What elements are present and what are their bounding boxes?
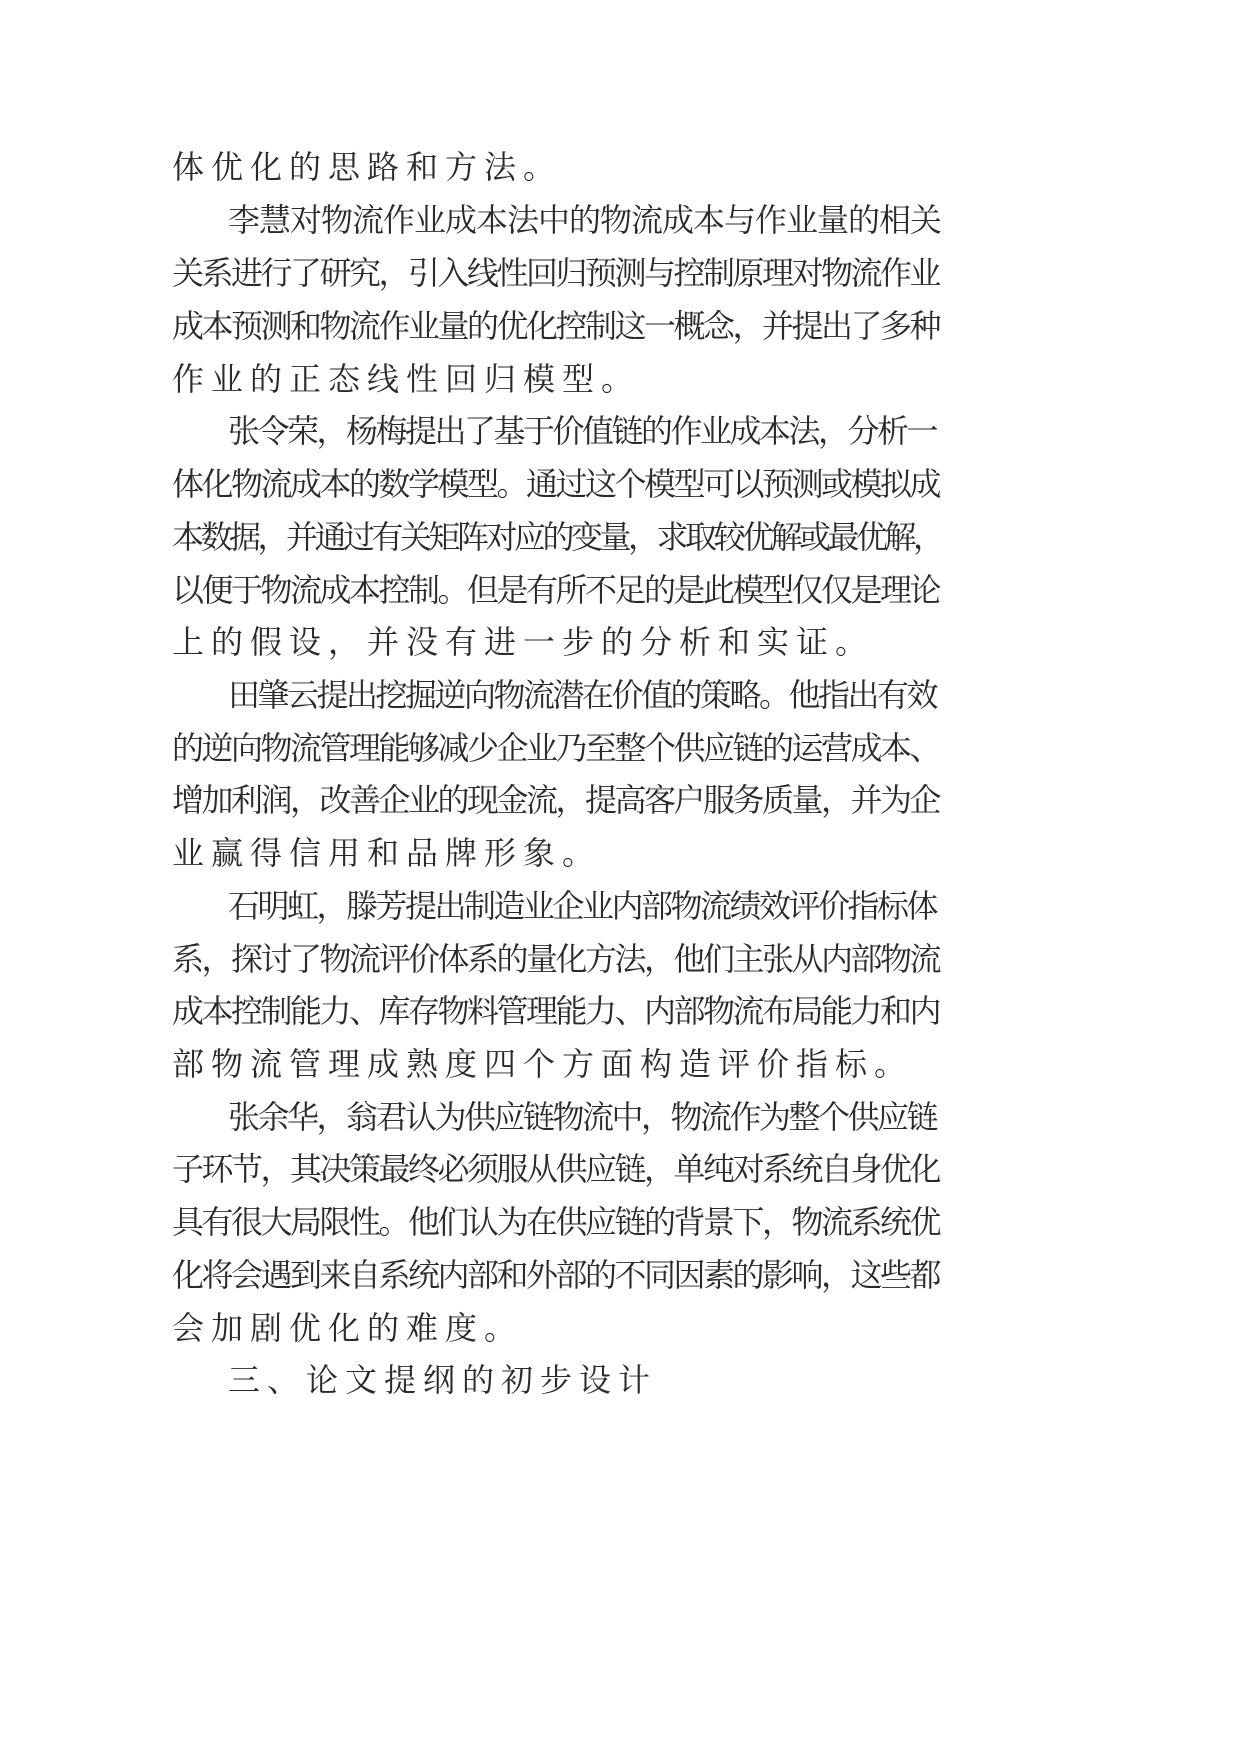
paragraph-line bbox=[0, 1298, 1241, 1358]
line-text: 体优化的思路和方法。 bbox=[172, 148, 563, 186]
section-heading-text: 三、论文提纲的初步设计 bbox=[228, 1361, 658, 1399]
line-text: 张余华，翁君认为供应链物流中，物流作为整个供应链 bbox=[228, 1098, 937, 1136]
line-text: 具有很大局限性。他们认为在供应链的背景下，物流系统优 bbox=[172, 1203, 940, 1241]
paragraph-line bbox=[0, 507, 1241, 567]
paragraph-line bbox=[0, 243, 1241, 303]
paragraph-line bbox=[0, 718, 1241, 778]
line-text: 子环节，其决策最终必须服从供应链，单纯对系统自身优化 bbox=[172, 1150, 940, 1188]
line-text: 的逆向物流管理能够减少企业乃至整个供应链的运营成本、 bbox=[172, 729, 940, 767]
line-text: 石明虹，滕芳提出制造业企业内部物流绩效评价指标体 bbox=[228, 887, 937, 925]
paragraph-line bbox=[0, 665, 1241, 725]
paragraph-line bbox=[0, 1192, 1241, 1252]
line-text: 张令荣，杨梅提出了基于价值链的作业成本法，分析一 bbox=[228, 412, 937, 450]
line-text: 上的假设，并没有进一步的分析和实证。 bbox=[172, 623, 875, 661]
paragraph-line bbox=[0, 1087, 1241, 1147]
line-text: 作业的正态线性回归模型。 bbox=[172, 360, 641, 398]
line-text: 以便于物流成本控制。但是有所不足的是此模型仅仅是理论 bbox=[172, 571, 940, 609]
paragraph-line bbox=[0, 349, 1241, 409]
line-text: 本数据，并通过有关矩阵对应的变量，求取较优解或最优解， bbox=[172, 518, 942, 556]
paragraph-line bbox=[0, 1034, 1241, 1094]
paragraph-line bbox=[0, 560, 1241, 620]
line-text: 李慧对物流作业成本法中的物流成本与作业量的相关 bbox=[228, 201, 942, 239]
paragraph-line bbox=[0, 137, 1241, 197]
paragraph-line bbox=[0, 929, 1241, 989]
paragraph-line bbox=[0, 823, 1241, 883]
paragraph-line bbox=[0, 1245, 1241, 1305]
paragraph-line bbox=[0, 1139, 1241, 1199]
line-text: 成本预测和物流作业量的优化控制这一概念，并提出了多种 bbox=[172, 307, 940, 345]
line-text: 增加利润，改善企业的现金流，提高客户服务质量，并为企 bbox=[172, 781, 940, 819]
paragraph-line bbox=[0, 770, 1241, 830]
line-text: 田肇云提出挖掘逆向物流潜在价值的策略。他指出有效 bbox=[228, 676, 937, 714]
paragraph-line bbox=[0, 612, 1241, 672]
section-heading bbox=[0, 1350, 1241, 1410]
line-text: 化将会遇到来自系统内部和外部的不同因素的影响，这些都 bbox=[172, 1256, 940, 1294]
paragraph-line bbox=[0, 401, 1241, 461]
paragraph-line bbox=[0, 296, 1241, 356]
line-text: 关系进行了研究，引入线性回归预测与控制原理对物流作业 bbox=[172, 254, 940, 292]
paragraph-line bbox=[0, 454, 1241, 514]
line-text: 系，探讨了物流评价体系的量化方法，他们主张从内部物流 bbox=[172, 940, 940, 978]
paragraph-line bbox=[0, 190, 1241, 250]
line-text: 成本控制能力、库存物料管理能力、内部物流布局能力和内 bbox=[172, 992, 940, 1030]
line-text: 体化物流成本的数学模型。通过这个模型可以预测或模拟成 bbox=[172, 465, 940, 503]
paragraph-line bbox=[0, 981, 1241, 1041]
paragraph-line bbox=[0, 876, 1241, 936]
line-text: 业赢得信用和品牌形象。 bbox=[172, 834, 602, 872]
line-text: 部物流管理成熟度四个方面构造评价指标。 bbox=[172, 1045, 914, 1083]
line-text: 会加剧优化的难度。 bbox=[172, 1309, 524, 1347]
